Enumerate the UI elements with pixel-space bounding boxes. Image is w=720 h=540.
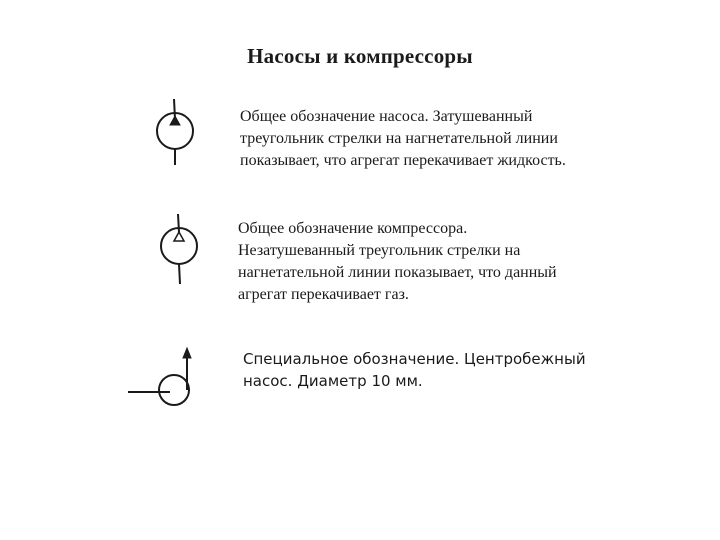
centrifugal-pump-description: Специальное обозначение. Центробежный насос. Диаметр 10 мм. — [243, 350, 586, 390]
compressor-icon — [145, 210, 215, 290]
pump-description: Общее обозначение насоса. Затушеванный треугольник стрелки на нагнетательной линии показывает, что агрегат перекачивает жидкость. — [240, 108, 566, 169]
page-title: Насосы и компрессоры — [247, 44, 473, 68]
pump-icon — [140, 95, 210, 170]
compressor-description: Общее обозначение компрессора. Незатушеванный треугольник стрелки на нагнетательной линии показывает, что данный агрегат перекачивает газ. — [238, 220, 557, 303]
centrifugal-pump-icon — [122, 340, 202, 410]
